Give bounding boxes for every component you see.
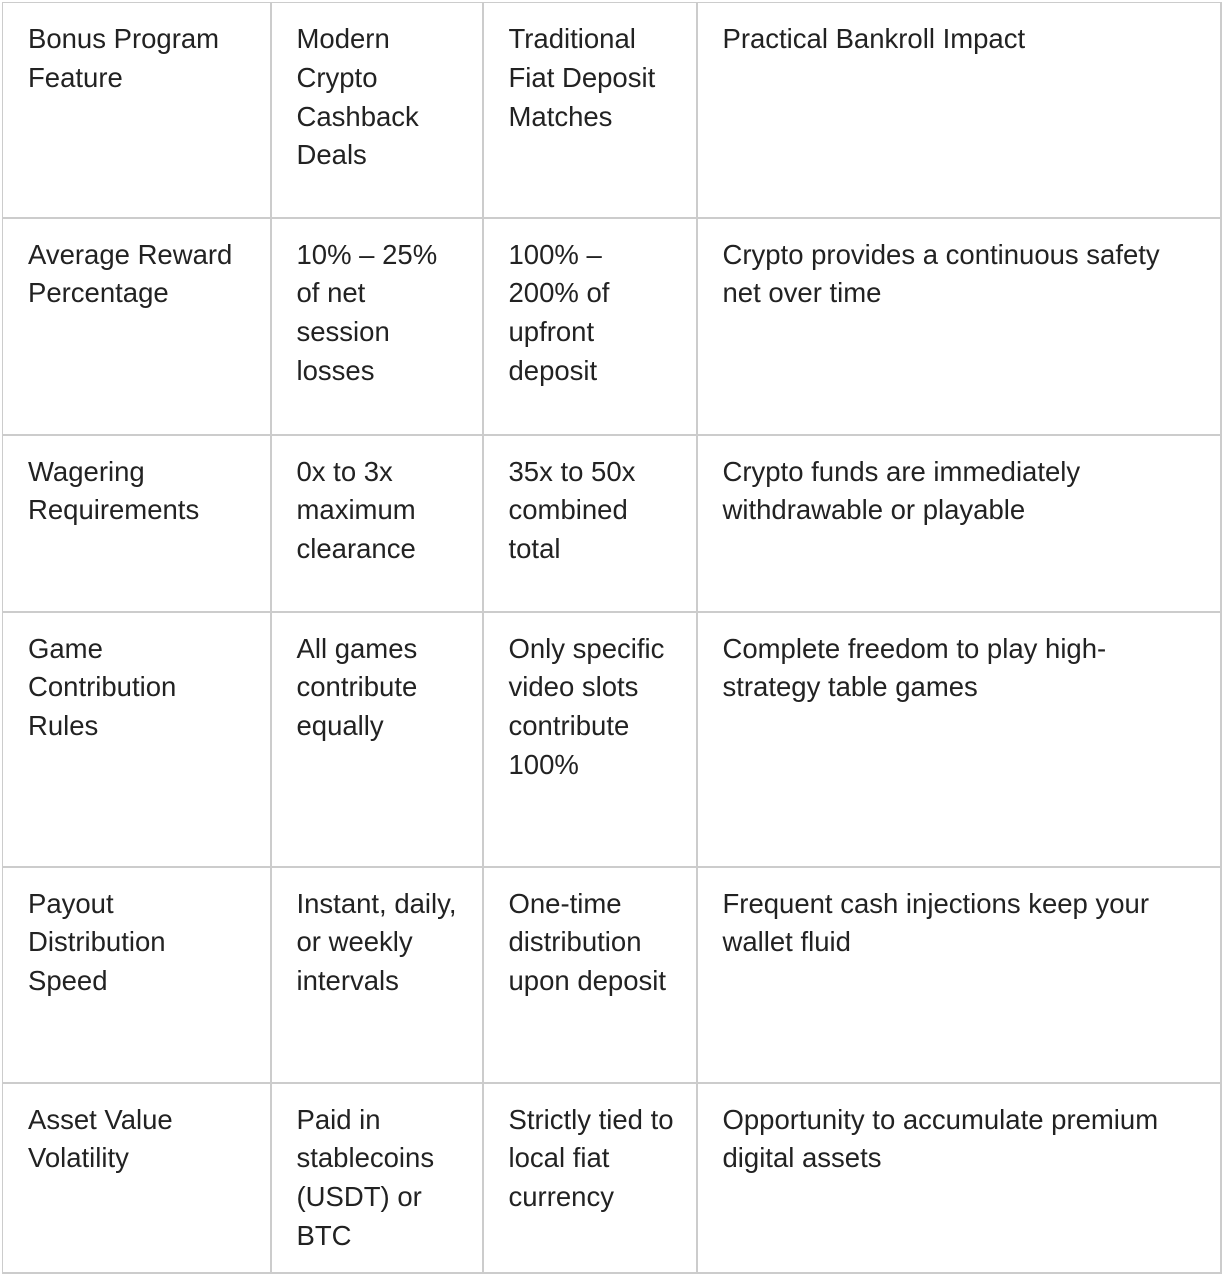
table-row [3,867,1221,1083]
table-cell: One-time distribution upon deposit [483,867,697,1083]
header-cell-feature: Bonus Program Feature [3,3,271,218]
table-cell: Strictly tied to local fiat currency [483,1083,697,1273]
table-cell: Opportunity to accumulate premium digital assets [697,1083,1221,1273]
table-cell: Complete freedom to play high-strategy table games [697,612,1221,867]
table-cell: Wagering Requirements [3,435,271,612]
table-row [3,1083,1221,1273]
table-cell: 100% – 200% of upfront deposit [483,218,697,435]
header-cell-fiat: Traditional Fiat Deposit Matches [483,3,697,218]
table-cell: Only specific video slots contribute 100% [483,612,697,867]
table-cell: Game Contribution Rules [3,612,271,867]
table-cell: Payout Distribution Speed [3,867,271,1083]
table-cell: 0x to 3x maximum clearance [271,435,483,612]
table-cell: Crypto provides a continuous safety net over time [697,218,1221,435]
table-header-row [3,3,1221,218]
table-row [3,435,1221,612]
comparison-table [2,2,1222,1274]
table-row [3,612,1221,867]
table-cell: Paid in stablecoins (USDT) or BTC [271,1083,483,1273]
table-cell: Asset Value Volatility [3,1083,271,1273]
table-cell: All games contribute equally [271,612,483,867]
table-cell: 10% – 25% of net session losses [271,218,483,435]
table-cell: Instant, daily, or weekly intervals [271,867,483,1083]
table-cell: Average Reward Percentage [3,218,271,435]
table-cell: 35x to 50x combined total [483,435,697,612]
header-cell-impact: Practical Bankroll Impact [697,3,1221,218]
table-cell: Frequent cash injections keep your wallet fluid [697,867,1221,1083]
header-cell-crypto: Modern Crypto Cashback Deals [271,3,483,218]
table-row [3,218,1221,435]
table-cell: Crypto funds are immediately withdrawable or playable [697,435,1221,612]
